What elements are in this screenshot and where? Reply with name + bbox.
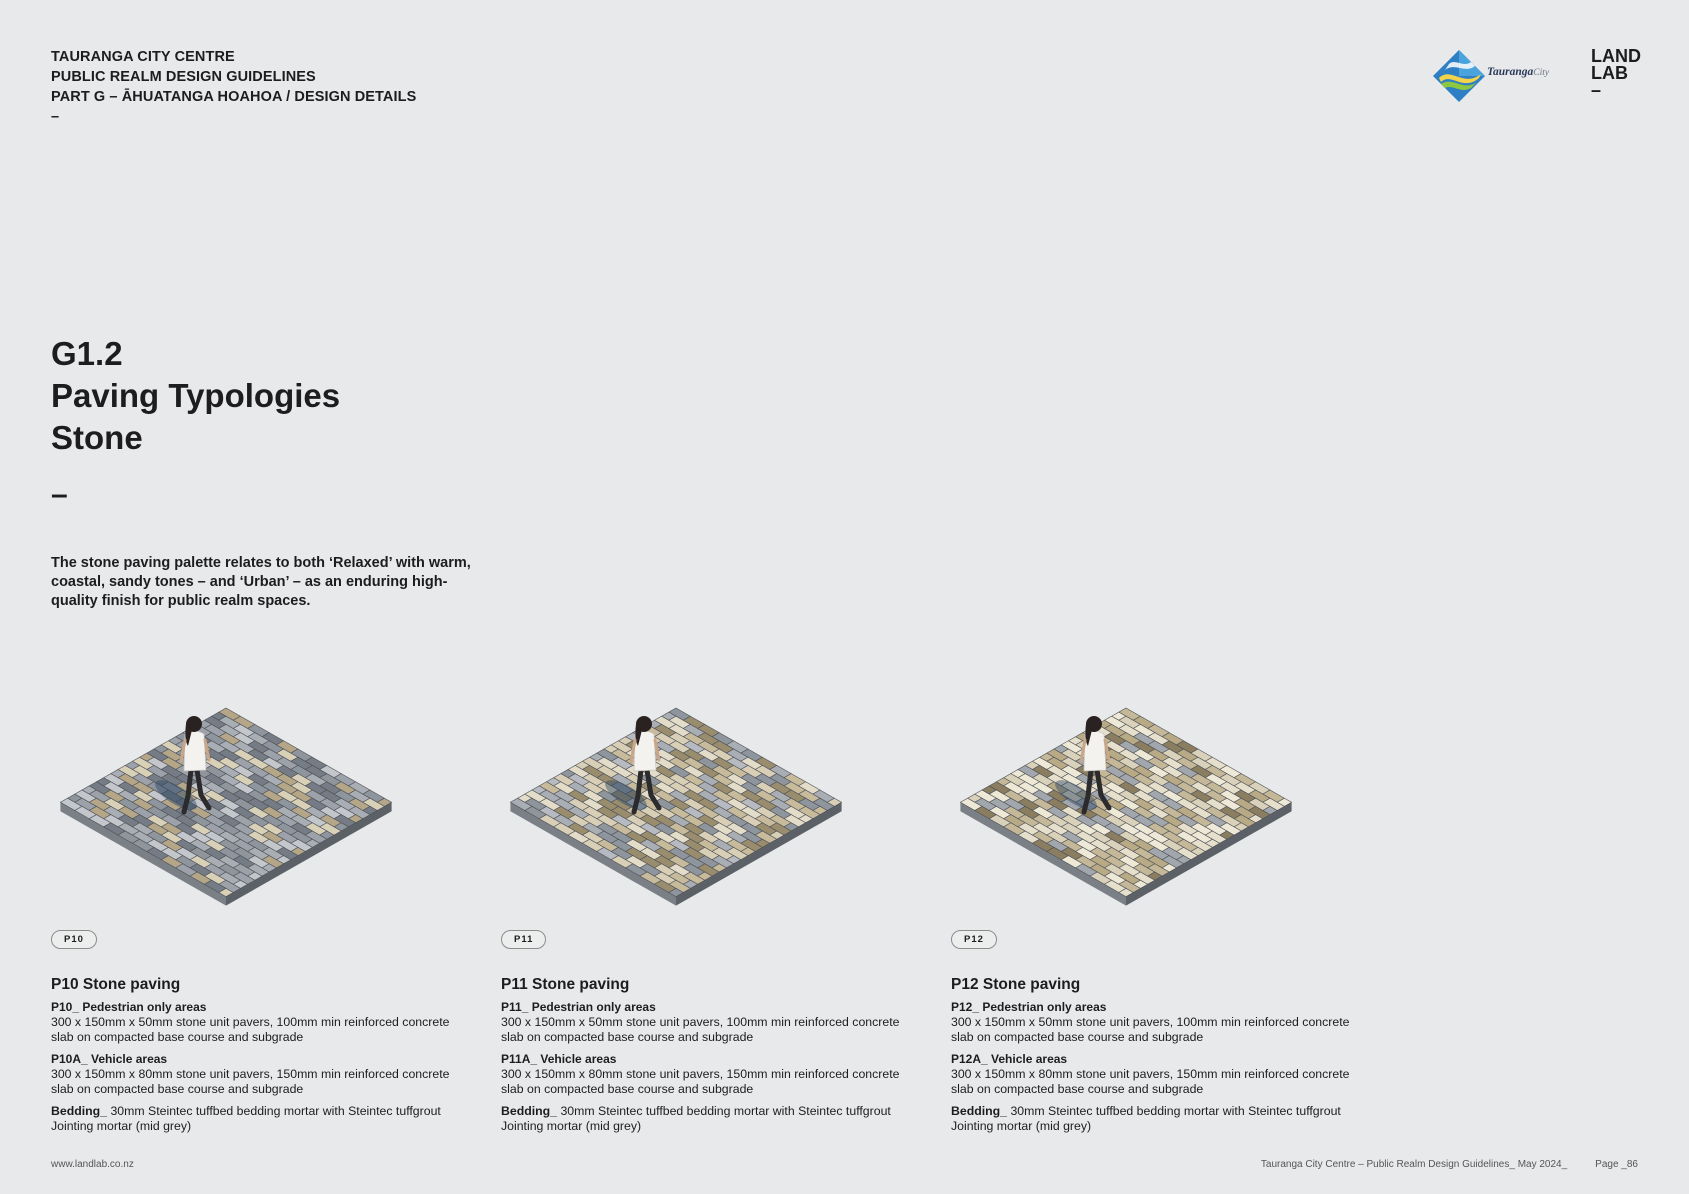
section-code: G1.2 [51, 335, 123, 372]
vehicle-text: 300 x 150mm x 80mm stone unit pavers, 150mm min reinforced concrete slab on compacted base course and subgrade [501, 1067, 900, 1096]
footer-document: Tauranga City Centre – Public Realm Design Guidelines_ May 2024_ [1260, 1159, 1568, 1170]
section-heading: Paving Typologies [51, 377, 341, 414]
bedding-text: 30mm Steintec tuffbed bedding mortar with Steintec tuffgrout Jointing mortar (mid grey) [951, 1104, 1341, 1133]
land-lab-brand [1591, 48, 1641, 99]
vehicle-label: P10A_ Vehicle areas [51, 1052, 168, 1066]
paver-grid [60, 708, 391, 897]
paving-tag: P10 [51, 930, 97, 949]
logo-wordmark [1487, 66, 1549, 78]
bedding-text: 30mm Steintec tuffbed bedding mortar with Steintec tuffgrout Jointing mortar (mid grey) [51, 1104, 441, 1133]
bedding-label: Bedding_ [501, 1104, 558, 1118]
paving-column-p10 [51, 700, 451, 1133]
bedding-label: Bedding_ [51, 1104, 108, 1118]
bedding-text: 30mm Steintec tuffbed bedding mortar with Steintec tuffgrout Jointing mortar (mid grey) [501, 1104, 891, 1133]
bedding-spec [951, 1104, 1351, 1134]
paving-title: P11 Stone paving [501, 976, 630, 993]
section-title [51, 333, 340, 459]
paver-grid [960, 708, 1291, 897]
header-line-2: PUBLIC REALM DESIGN GUIDELINES [51, 69, 316, 85]
paving-illustration [501, 700, 901, 930]
bedding-spec [51, 1104, 451, 1134]
paving-illustration [51, 700, 451, 930]
footer-website: www.landlab.co.nz [51, 1159, 134, 1170]
paving-title: P10 Stone paving [51, 976, 181, 993]
pedestrian-label: P11_ Pedestrian only areas [501, 1000, 656, 1014]
vehicle-text: 300 x 150mm x 80mm stone unit pavers, 150mm min reinforced concrete slab on compacted base course and subgrade [951, 1067, 1350, 1096]
paving-illustration [951, 700, 1351, 930]
paving-tag: P12 [951, 930, 997, 949]
paving-tag: P11 [501, 930, 546, 949]
document-header [51, 47, 416, 127]
paving-column-p11 [501, 700, 901, 1133]
paving-spec [51, 976, 451, 1134]
logo-suffix: City [1533, 68, 1550, 78]
header-dash: – [51, 109, 60, 125]
paving-column-p12 [951, 700, 1351, 1133]
bedding-label: Bedding_ [951, 1104, 1008, 1118]
intro-paragraph: The stone paving palette relates to both ‘Relaxed’ with warm, coastal, sandy tones – and ‘Urban’ – as an enduring high-quality finish for public realm spaces. [51, 555, 471, 609]
section-dash: – [51, 478, 68, 511]
footer-info [1261, 1159, 1638, 1170]
bedding-spec [501, 1104, 901, 1134]
brand-dash: – [1591, 80, 1602, 100]
tauranga-city-logo [1431, 48, 1571, 108]
brand-line-1: LAND [1591, 46, 1641, 66]
vehicle-text: 300 x 150mm x 80mm stone unit pavers, 150mm min reinforced concrete slab on compacted base course and subgrade [51, 1067, 450, 1096]
header-line-1: TAURANGA CITY CENTRE [51, 49, 235, 65]
pedestrian-text: 300 x 150mm x 50mm stone unit pavers, 100mm min reinforced concrete slab on compacted base course and subgrade [501, 1015, 900, 1044]
paver-grid [510, 708, 841, 897]
pedestrian-text: 300 x 150mm x 50mm stone unit pavers, 100mm min reinforced concrete slab on compacted base course and subgrade [951, 1015, 1350, 1044]
logo-name: Tauranga [1487, 66, 1534, 78]
pedestrian-label: P10_ Pedestrian only areas [51, 1000, 207, 1014]
vehicle-label: P11A_ Vehicle areas [501, 1052, 617, 1066]
header-line-3: PART G – ĀHUATANGA HOAHOA / DESIGN DETAILS [51, 89, 417, 105]
tauranga-diamond-icon [1431, 48, 1487, 104]
brand-line-2: LAB [1591, 63, 1628, 83]
paving-title: P12 Stone paving [951, 976, 1081, 993]
footer-page-number: Page _86 [1595, 1159, 1638, 1170]
paving-spec [951, 976, 1351, 1134]
vehicle-label: P12A_ Vehicle areas [951, 1052, 1068, 1066]
section-subheading: Stone [51, 419, 143, 456]
paving-spec [501, 976, 901, 1134]
pedestrian-label: P12_ Pedestrian only areas [951, 1000, 1107, 1014]
pedestrian-text: 300 x 150mm x 50mm stone unit pavers, 100mm min reinforced concrete slab on compacted base course and subgrade [51, 1015, 450, 1044]
